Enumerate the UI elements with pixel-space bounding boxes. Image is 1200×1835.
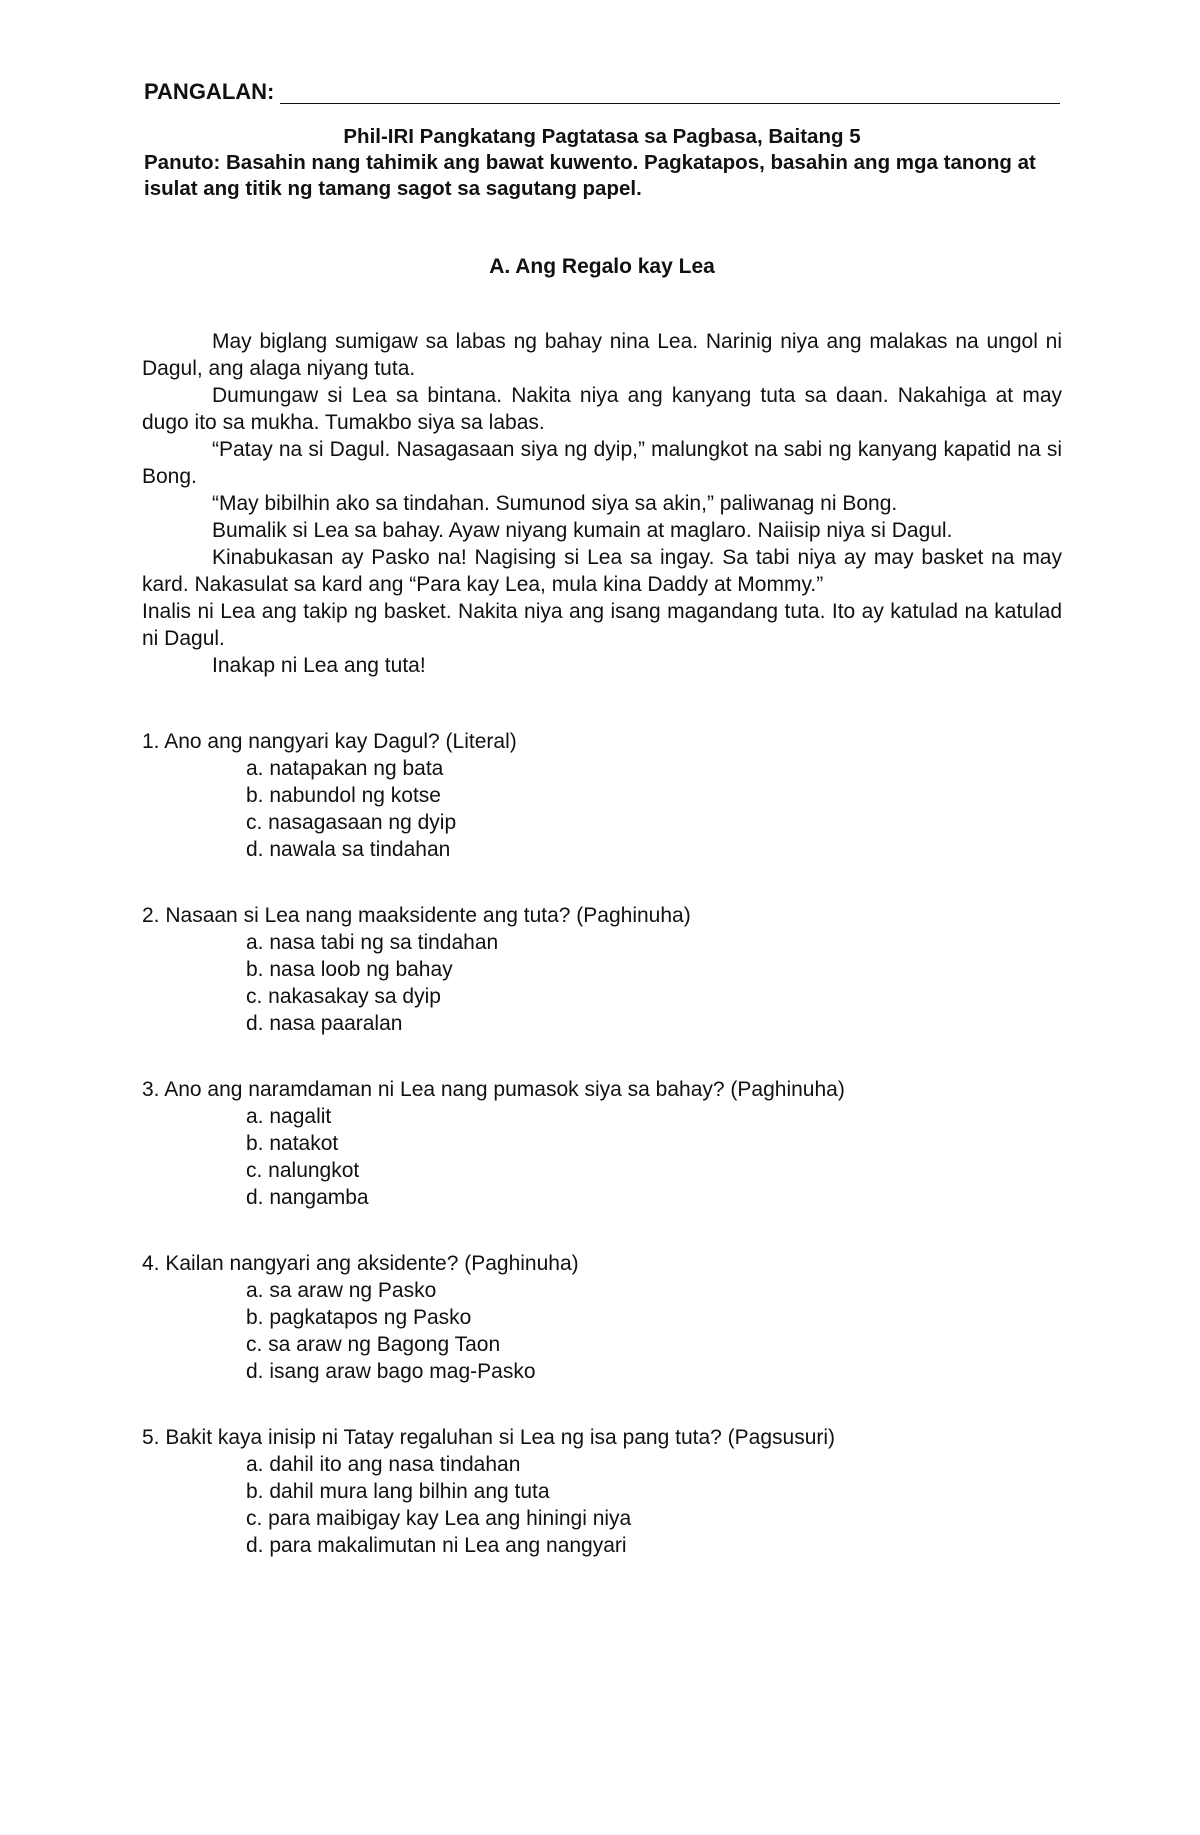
answer-choice: b. nasa loob ng bahay (246, 958, 453, 981)
question-text: 1. Ano ang nangyari kay Dagul? (Literal) (142, 730, 517, 753)
story-title: A. Ang Regalo kay Lea (489, 255, 715, 278)
question-item (142, 1250, 1062, 1385)
name-row (144, 72, 1060, 104)
answer-choice: b. nabundol ng kotse (246, 784, 441, 807)
answer-choice: b. dahil mura lang bilhin ang tuta (246, 1480, 550, 1503)
answer-choice: a. nagalit (246, 1105, 332, 1128)
answer-choice: c. para maibigay kay Lea ang hiningi niya (246, 1507, 632, 1530)
answer-choice: a. sa araw ng Pasko (246, 1279, 437, 1302)
answer-choice: c. nasagasaan ng dyip (246, 811, 457, 834)
answer-choice: d. para makalimutan ni Lea ang nangyari (246, 1534, 627, 1557)
worksheet-title: Phil-IRI Pangkatang Pagtatasa sa Pagbasa, Baitang 5 (343, 125, 861, 148)
answer-choice: c. nalungkot (246, 1159, 360, 1182)
question-text: 3. Ano ang naramdaman ni Lea nang pumasok siya sa bahay? (Paghinuha) (142, 1078, 845, 1101)
name-label: PANGALAN: (144, 79, 275, 104)
story-paragraph: “Patay na si Dagul. Nasagasaan siya ng dyip,” malungkot na sabi ng kanyang kapatid na si Bong. (142, 438, 1062, 488)
question-list (142, 728, 1062, 1598)
question-item (142, 902, 1062, 1037)
answer-choice: c. nakasakay sa dyip (246, 985, 441, 1008)
answer-choice: c. sa araw ng Bagong Taon (246, 1333, 501, 1356)
question-item (142, 1076, 1062, 1211)
answer-choice: d. nawala sa tindahan (246, 838, 451, 861)
worksheet-header (144, 124, 1060, 202)
story-paragraph: Inakap ni Lea ang tuta! (212, 654, 426, 677)
answer-choice: a. nasa tabi ng sa tindahan (246, 931, 499, 954)
answer-choice: b. natakot (246, 1132, 339, 1155)
answer-choice: a. natapakan ng bata (246, 757, 444, 780)
question-item (142, 1424, 1062, 1559)
story-paragraph: Dumungaw si Lea sa bintana. Nakita niya ang kanyang tuta sa daan. Nakahiga at may dugo ito sa mukha. Tumakbo siya sa labas. (142, 384, 1062, 434)
story-paragraph: Kinabukasan ay Pasko na! Nagising si Lea sa ingay. Sa tabi niya ay may basket na may kard. Nakasulat sa kard ang “Para kay Lea, mula kina Daddy at Mommy.” (142, 546, 1062, 596)
name-blank-line[interactable] (280, 79, 1060, 104)
answer-choice: b. pagkatapos ng Pasko (246, 1306, 472, 1329)
story-paragraph: Bumalik si Lea sa bahay. Ayaw niyang kumain at maglaro. Naiisip niya si Dagul. (212, 519, 953, 542)
answer-choice: d. nangamba (246, 1186, 369, 1209)
answer-choice: d. nasa paaralan (246, 1012, 403, 1035)
question-text: 2. Nasaan si Lea nang maaksidente ang tuta? (Paghinuha) (142, 904, 691, 927)
answer-choice: d. isang araw bago mag-Pasko (246, 1360, 536, 1383)
instructions: Panuto: Basahin nang tahimik ang bawat kuwento. Pagkatapos, basahin ang mga tanong at isulat ang titik ng tamang sagot sa sagutang papel. (144, 151, 1036, 200)
story-paragraph: May biglang sumigaw sa labas ng bahay nina Lea. Narinig niya ang malakas na ungol ni Dagul, ang alaga niyang tuta. (142, 330, 1062, 380)
answer-choice: a. dahil ito ang nasa tindahan (246, 1453, 521, 1476)
story-text (142, 328, 1062, 679)
question-text: 4. Kailan nangyari ang aksidente? (Paghinuha) (142, 1252, 579, 1275)
question-text: 5. Bakit kaya inisip ni Tatay regaluhan si Lea ng isa pang tuta? (Pagsusuri) (142, 1426, 836, 1449)
story-paragraph: Inalis ni Lea ang takip ng basket. Nakita niya ang isang magandang tuta. Ito ay katulad na katulad ni Dagul. (142, 600, 1062, 650)
story-paragraph: “May bibilhin ako sa tindahan. Sumunod siya sa akin,” paliwanag ni Bong. (212, 492, 898, 515)
question-item (142, 728, 1062, 863)
